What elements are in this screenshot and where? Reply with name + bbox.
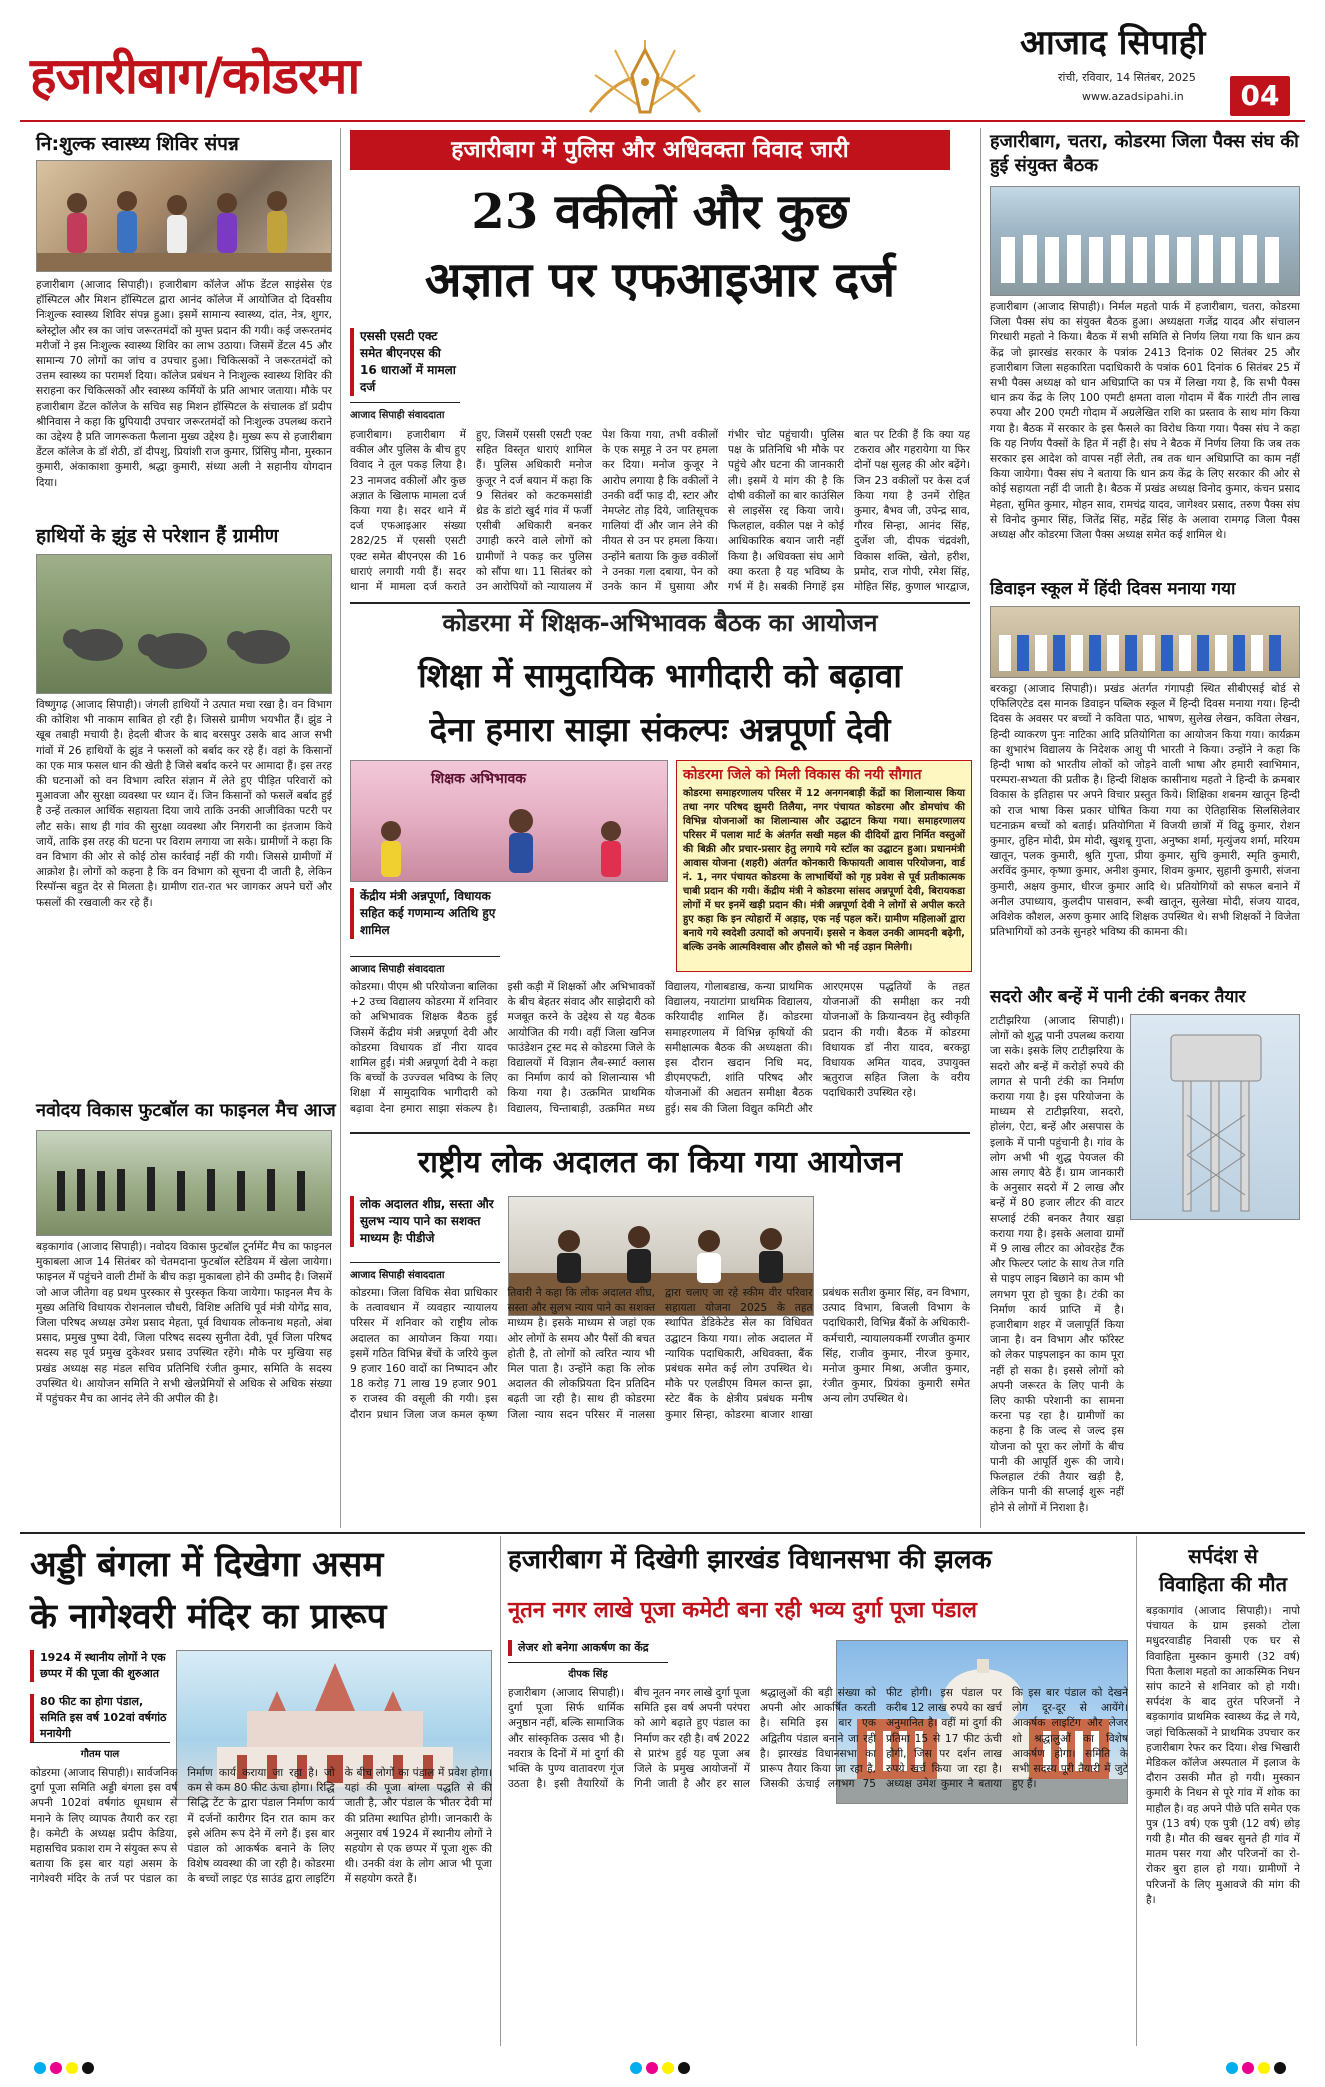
story-rule [350,602,970,604]
assam-headline-2: के नागेश्वरी मंदिर का प्रारूप [30,1597,387,1637]
snake-headline-2: विवाहिता की मौत [1159,1572,1287,1596]
section-title: हजारीबाग/कोडरमा [30,47,360,105]
hindi-diwas-photo [990,606,1300,678]
assam-byline: गौतम पाल [30,1742,170,1760]
adalat-headline: राष्ट्रीय लोक अदालत का किया गया आयोजन [417,1145,903,1180]
koderma-meeting-photo [350,760,668,882]
koderma-byline: आजाद सिपाही संवाददाता [350,956,500,975]
koderma-headline-2: देना हमारा साझा संकल्पः अन्नपूर्णा देवी [429,710,891,749]
health-camp-body: हजारीबाग (आजाद सिपाही)। हजारीबाग कॉलेज ऑफ डेंटल साइंसेस एंड हॉस्पिटल और मिशन हॉस्पिटल द्वारा आनंद कॉलेज में आयोजित दो दिवसीय निःशुल्क स्वास्थ्य शिविर संपन्न हुआ। इसमें सामान्य स्वास्थ्य, दांत, नेत्र, शुगर, ब्लेस्ट्रोल और स्त्र का जांच जरूरतमंदों को मुफ्त प्रदान की गयी। कई जरूरतमंद मरीजों ने इस निःशुल्क स्वास्थ्य शिविर का लाभ उठाया। जिसमें डेंटल 45 और सामान्य 70 लोगों का जांच व उपचार हुआ। चिकित्सकों ने जरूरतमंदों को उत्तम स्वास्थ्य का परामर्श दिया। कॉलेज प्रबंधन ने निःशुल्क स्वास्थ्य शिविर की सराहना कर चिकित्सकों और स्वास्थ्य कर्मियों के प्रति आभार जताया। मौके पर हजारीबाग डेंटल कॉलेज के सचिव सह मिशन हॉस्पिटल के संचालक डॉ प्रदीप श्रीनिवास ने कहा कि ग्रुपियादी उपचार जरूरतमंदों को निःशुल्क उपलब्ध कराने का उद्देश्य है प्रति जागरूकता फैलाना मुख्य उद्देश्य है। मुख्य रूप से हजारीबाग डेंटल कॉलेज के डॉ शेठी, डॉ दीपशु, प्रियांशी राज कुमार, प्रिंसिपु मौना, मुस्कान कुमारी, अंकाकाशा कुमारी, श्रद्धा कुमारी, संध्या अली ने सहानीय योगदान दिया। [36,279,332,489]
jharkhand-byline: दीपक सिंह [508,1662,668,1680]
assam-headline-1: अड्डी बंगला में दिखेगा असम [30,1545,384,1585]
jharkhand-headline-2: नूतन नगर लाखे पूजा कमेटी बना रही भव्य दुर्गा पूजा पंडाल [508,1598,977,1623]
elephant-photo [36,554,332,694]
assam-sidebar-1: 1924 में स्थानीय लोगों ने एक छप्पर में की पूजा की शुरुआत [30,1650,170,1682]
paik-title: हजारीबाग, चतरा, कोडरमा जिला पैक्स संघ की हुई संयुक्त बैठक [990,131,1299,176]
column-divider [340,128,341,1528]
vikas-box [676,760,972,972]
paik-photo [990,186,1300,296]
water-tank-title: सदरो और बन्हें में पानी टंकी बनकर तैयार [990,987,1246,1007]
health-camp-photo [36,160,332,272]
jharkhand-body: हजारीबाग (आजाद सिपाही)। दुर्गा पूजा सिर्फ धार्मिक अनुष्ठान नहीं, बल्कि सामाजिक और सांस्कृतिक उत्सव भी है। नवरात्र के दिनों में मां दुर्गा की भक्ति के पुण्य वातावरण गूंज उठता है। इसी तैयारियों के बीच नूतन नगर लाखे दुर्गा पूजा समिति इस वर्ष अपनी परंपरा को आगे बढ़ाते हुए पंडाल का निर्माण कर रही है। वर्ष 2022 से प्रारंभ हुई यह पूजा अब जिले के प्रमुख आयोजनों में गिनी जाती है और हर साल श्रद्धालुओं की बड़ी संख्या को अपनी ओर आकर्षित करती है। समिति इस बार एक अद्वितीय पंडाल बनाने जा रही है। झारखंड विधानसभा का प्रारूप तैयार किया जा रहा है, जिसकी ऊंचाई लगभग 75 फीट होगी। इस पंडाल पर करीब 12 लाख रुपये का खर्च अनुमानित है। वहीं मां दुर्गा की प्रतिमा 15 से 17 फीट ऊंची होगी, जिस पर दर्शन लाख रुपये खर्च किया जा रहा है। अध्यक्ष उमेश कुमार ने बताया कि इस बार पंडाल को देखने लोग दूर-दूर से आयेंगे। आकर्षक लाइटिंग और लेजर शो श्रद्धालुओं का विशेष आकर्षण होगा। समिति के सभी सदस्य पूरी तैयारी में जुटे हुए हैं। [508,1687,1128,1791]
masthead-rule [20,120,1305,122]
snake-body: बड़कागांव (आजाद सिपाही)। नापो पंचायत के ग्राम इसको टोला मधुदरवाडीह निवासी एक घर से विवाहिता मुस्कान कुमारी (32 वर्ष) पिता कैलाश महतो का आकस्मिक निधन सांप काटने से शनिवार को हो गयी। सर्पदंश के बाद तुरंत परिजनों ने बड़कागांव प्राथमिक स्वास्थ्य केंद्र ले गये, जहां चिकित्सकों ने प्राथमिक उपचार कर हजारीबाग रेफर कर दिया। शेख भिखारी मेडिकल कॉलेज अस्पताल में इलाज के दौरान उसकी मौत हो गयी। मुस्कान कुमारी के निधन से पूरे गांव में शोक का माहौल है। वह अपने पीछे पति समेत एक पुत्र (13 वर्ष) एक पुत्री (12 वर्ष) छोड़ गयी है। मौत की खबर सुनते ही गांव में मातम पसर गया और परिजनों का रो-रोकर बुरा हाल हो गया। ग्रामीणों ने परिजनों के लिए मुआवजे की मांग की है। [1146,1605,1300,1906]
football-title: नवोदय विकास फुटबॉल का फाइनल मैच आज [36,1100,336,1121]
page-number: 04 [1230,76,1290,116]
water-tank-photo [1130,1014,1300,1220]
lawyer-body: हजारीबाग। हजारीबाग में वकील और पुलिस के बीच हुए विवाद ने तूल पकड़ लिया है। 23 नामजद वकीलों और कुछ अज्ञात के खिलाफ मामला दर्ज किया गया है। सदर थाने में दर्ज एफआइआर संख्या 282/25 में एससी एसटी एक्ट समेत बीएनएस की 16 धाराएं लगायी गयी हैं। सदर थाना में मामला दर्ज कराते हुए, जिसमें एससी एसटी एक्ट सहित विस्तृत धाराएं शामिल हैं। पुलिस अधिकारी मनोज कुजूर ने दर्ज बयान में कहा कि 9 सितंबर को कटकमसांडी थ्रेड के डांटो खुर्द गांव में फर्जी एसीबी अधिकारी बनकर उगाही करने वाले लोगों को ग्रामीणों ने पकड़ कर पुलिस को सौंपा था। 11 सितंबर को उन आरोपियों को न्यायालय में पेश किया गया, तभी वकीलों के एक समूह ने उन पर हमला कर दिया। मनोज कुजूर ने आरोप लगाया है कि वकीलों ने उनकी वर्दी फाड़ दी, स्टार और नेमप्लेट तोड़ दिये, जातिसूचक गालियां दीं और जान लेने की नीयत से उन पर हमला किया। उन्होंने बताया कि कुछ वकीलों ने उनका गला दबाया, पेन को उनके कान में घुसाया और गंभीर चोट पहुंचायी। पुलिस पक्ष के प्रतिनिधि भी मौके पर पहुंचे और घटना की जानकारी ली। इसमें ये मांग की है कि दोषी वकीलों का बार काउंसिल से लाइसेंस रद्द किया जाये। फिलहाल, वकील पक्ष ने कोई आधिकारिक बयान जारी नहीं किया है। अधिवक्ता संघ आगे क्या करता है यह भविष्य के गर्भ में है। सबकी निगाहें इस बात पर टिकी हैं कि क्या यह टकराव और गहरायेगा या फिर दोनों पक्ष सुलह की ओर बढ़ेंगे। जिन 23 वकीलों पर केस दर्ज किया गया है उनमें रोहित कुमार, बैभव जी, उपेन्द्र साव, गौरव सिन्हा, आनंद सिंह, दुर्जेश जी, दीपक चंद्रवंशी, विकास शक्ति, खेतो, हरीश, प्रमोद, राज गोपी, रमेश सिंह, मोहित सिंह, कुणाल भारद्वाज, [350,429,970,594]
website-link[interactable]: www.azadsipahi.in [1082,90,1184,103]
koderma-sidebar: केंद्रीय मंत्री अन्नपूर्णा, विधायक सहित कई गणमान्य अतिथि हुए शामिल [350,888,500,939]
column-divider [980,128,981,1528]
paper-name: आजाद सिपाही [1020,23,1206,63]
elephant-body: विष्णुगढ़ (आजाद सिपाही)। जंगली हाथियों ने उत्पात मचा रखा है। वन विभाग की कोशिश भी नाकाम साबित हो रही है। जिससे ग्रामीण भयभीत हैं। झुंड ने खूब तबाही मचायी है। हेदली बीजर के बाद बरसपुर उसके बाद आज सभी गांवों में 26 हाथियों के झुंड ने फसलों को बर्बाद कर रहे हैं। वहां के किसानों का एक मात्र फसल धान की खेती है जिसे बर्बाद करने पर आमादा हैं। इस तरह की घटनाओं को वन विभाग त्वरित संज्ञान में लेते हुए पीड़ित परिवारों को मुआवजा और सुरक्षा व्यवस्था पर ध्यान दें। जिन किसानों को फसलें बर्बाद हुई है उन्हें तत्काल आर्थिक सहायता दिया जाये ताकि उनकी आजीविका पटरी पर लौट सके। साथ ही गांव की सुरक्षा व्यवस्था और निगरानी का इंतजाम किये जायें, ताकि इस तरह की घटना पर विराम लगाया जा सके। ग्रामीणों ने कहा कि वन विभाग की ओर से कोई ठोस कार्रवाई नहीं की गयी। जिससे ग्रामीणों में आक्रोश है। लोगों को कहना है कि वन विभाग को सूचना दी जाती है, लेकिन रिस्पॉन्स बहुत देर से मिलता है। ग्रामीण रात-रात भर जागकर अपने घरों और फसलों की रखवाली कर रहे हैं। [36,699,332,909]
adalat-body: कोडरमा। जिला विधिक सेवा प्राधिकार के तत्वावधान में व्यवहार न्यायालय परिसर में शनिवार को राष्ट्रीय लोक अदालत का आयोजन किया गया। इसमें गठित विभिन्न बेंचों के जरिये कुल 9 हजार 160 वादों का निष्पादन और 18 करोड़ 71 लाख 19 हजार 901 रु राजस्व की वसूली की गयी। इस दौरान प्रधान जिला जज कमल कृष्ण तिवारी ने कहा कि लोक अदालत शीघ्र, सस्ता और सुलभ न्याय पाने का सशक्त माध्यम है। इसके माध्यम से जहां एक ओर लोगों के समय और पैसों की बचत होती है, तो लोगों को त्वरित न्याय भी मिल पाता है। उन्होंने कहा कि लोक अदालत की लोकप्रियता दिन प्रतिदिन बढ़ती जा रही है। साथ ही कोडरमा जिला न्याय सदन परिसर में नालसा द्वारा चलाए जा रहे स्कीम वीर परिवार सहायता योजना 2025 के तहत स्थापित डेडिकेटेड सेल का विधिवत उद्घाटन किया गया। लोक अदालत में न्यायिक पदाधिकारी, अधिवक्ता, बैंक प्रबंधक समेत कई लोग उपस्थित थे। मौके पर एलडीएम विमल कान्त झा, स्टेट बैंक के क्षेत्रीय प्रबंधक मनीष कुमार सिन्हा, कोडरमा बाजार शाखा प्रबंधक सतीश कुमार सिंह, वन विभाग, उत्पाद विभाग, बिजली विभाग के पदाधिकारी, विभिन्न बैंकों के अधिकारी-कर्मचारी, न्यायालयकर्मी रणजीत कुमार सिंह, राजीव कुमार, नीरज कुमार, मनोज कुमार मिश्रा, अजीत कुमार, रंजीत कुमार, प्रियंका कुमारी समेत अन्य लोग उपस्थित थे। [350,1287,970,1421]
bottom-rule [20,1532,1305,1534]
pen-nib-icon [570,20,720,120]
football-photo [36,1130,332,1236]
registration-marks [30,2058,1295,2078]
story-rule [350,1132,970,1134]
vikas-box-body: कोडरमा समाहरणालय परिसर में 12 अनगनबाड़ी केंद्रों का शिलान्यास किया तथा नगर परिषद झुमरी तिलैया, नगर पंचायत कोडरमा और डोमचांच की विभिन्न योजनाओं का शिलान्यास और उद्घाटन किया गया। समाहरणालय परिसर में पलाश मार्ट के अंतर्गत सखी महल की दीदियों द्वारा निर्मित वस्तुओं की बिक्री और प्रचार-प्रसार हेतु लगाये गये स्टॉल का उद्घाटन हुआ। प्रधानमंत्री आवास योजना (शहरी) अंतर्गत कोनकारी किफायती आवास परियोजना, वार्ड नं. 1, नगर पंचायत कोडरमा के लाभार्थियों को गृह प्रवेश से पूर्व प्रतीकात्मक चाबी प्रदान की गयी। केंद्रीय मंत्री ने कोडरमा सांसद अन्नपूर्णा देवी, बिरायकडा लोगों में घर इनमें खड़ी प्रदान की। मंत्री अन्नपूर्णा देवी ने लोगों से अपील करते हुए कहा कि इन त्योहारों में अड़ाइ, एक नई पहल करें। ग्रामीण महिलाओं द्वारा बनाये गये स्वदेशी उत्पादों को अपनायें। इससे न केवल उनकी आमदनी बढ़ेगी, बल्कि उनके आत्मविश्वास और हौसले को भी नई उड़ान मिलेगी। [683,788,965,953]
koderma-headline-1: शिक्षा में सामुदायिक भागीदारी को बढ़ावा [418,656,902,695]
column-divider [1136,1536,1137,2046]
photo-banner-text: शिक्षक अभिभावक [431,771,526,787]
lawyer-byline: आजाद सिपाही संवाददाता [350,402,460,421]
vikas-box-title: कोडरमा जिले को मिली विकास की नयी सौगात [683,767,922,783]
koderma-body: कोडरमा। पीएम श्री परियोजना बालिका +2 उच्च विद्यालय कोडरमा में शनिवार को अभिभावक शिक्षक बैठक हुई जिसमें केंद्रीय मंत्री अन्नपूर्णा देवी और कोडरमा विधायक डॉ नीरा यादव शामिल हुईं। मंत्री अन्नपूर्णा देवी ने कहा कि बच्चों के उज्ज्वल भविष्य के लिए शिक्षा में सामुदायिक भागीदारी को बढ़ावा देना हमारा साझा संकल्प है। इसी कड़ी में शिक्षकों और अभिभावकों के बीच बेहतर संवाद और साझेदारी को मजबूत करने के उद्देश्य से यह बैठक आयोजित की गयी। वहीं जिला खनिज फाउंडेशन ट्रस्ट मद से कोडरमा जिले के विद्यालयों में विज्ञान लैब-स्मार्ट क्लास का निर्माण कार्य को शिलान्यास भी किया गया है। उत्क्रमित प्राथमिक विद्यालय, चिन्ताबाड़ी, उत्क्रमित मध्य विद्यालय, गोलाबडाख, कन्या प्राथमिक विद्यालय, नयाटांगा प्राथमिक विद्यालय, करियादीह शामिल हैं। कोडरमा समाहरणालय में विभिन्न कृषियों की समीक्षात्मक बैठक की अध्यक्षता की। इस दौरान खदान निधि मद, डीएमएफटी, शांति परिषद और योजनाओं की अद्यतन समीक्षा बैठक हुई। सब की जिला विद्युत कमिटी और आरएमएस पद्धतियों के तहत योजनाओं की समीक्षा कर नयी योजनाओं के क्रियान्वयन हेतु स्वीकृति प्रदान की गयी। बैठक में कोडरमा विधायक डॉ नीरा यादव, बरकट्ठा विधायक अमित यादव, उपायुक्त ऋतुराज सहित जिला के वरीय पदाधिकारी उपस्थित रहे। [350,981,970,1115]
adalat-byline: आजाद सिपाही संवाददाता [350,1262,500,1281]
lawyer-headline-1: 23 वकीलों और कुछ [471,184,849,240]
football-body: बड़कागांव (आजाद सिपाही)। नवोदय विकास फुटबॉल टूर्नामेंट मैच का फाइनल मुकाबला आज 14 सितंबर को चेतमदाना फुटबॉल स्टेडियम में खेला जायेगा। फाइनल में पहुंचने वाली टीमों के बीच कड़ा मुकाबला होने की उम्मीद है। जिसमें जो आज जीतेगा वह प्रथम पुरस्कार से पुरस्कृत किया जायेगा। फाइनल मैच के मुख्य अतिथि विधायक रोशनलाल चौधरी, विशिष्ट अतिथि पूर्व मंत्री योगेंद्र साव, जिला परिषद अध्यक्ष उमेश प्रसाद मेहता, पूर्व विधायक लोकनाथ महतो, अंबा प्रसाद, प्रमुख पुष्पा देवी, जिला परिषद सदस्य सुनीता देवी, पूर्व जिला परिषद सदस्य सह पूर्व प्रमुख दुकेश्वर प्रसाद उपस्थित रहेंगे। मौके पर मुखिया सह प्रखंड अध्यक्ष सह मंडल सचिव प्रतिनिधि रंजीत कुमार, समिति के सदस्य उपस्थित थे। आयोजन समिति ने सभी खेलप्रेमियों से अधिक से अधिक संख्या में पहुंचकर मैच का आनंद लेने की अपील की है। [36,1241,332,1406]
elephant-title: हाथियों के झुंड से परेशान हैं ग्रामीण [36,525,279,547]
hindi-diwas-title: डिवाइन स्कूल में हिंदी दिवस मनाया गया [990,579,1236,599]
health-camp-title: नि:शुल्क स्वास्थ्य शिविर संपन्न [36,133,239,155]
lawyer-kicker: हजारीबाग में पुलिस और अधिवक्ता विवाद जारी [350,130,950,170]
masthead [0,0,1325,128]
assam-sidebar-2: 80 फीट का होगा पंडाल, समिति इस वर्ष 102वां वर्षगांठ मनायेगी [30,1694,170,1742]
jharkhand-headline-1: हजारीबाग में दिखेगी झारखंड विधानसभा की झलक [508,1545,992,1575]
jharkhand-sidebar: लेजर शो बनेगा आकर्षण का केंद्र [508,1640,668,1656]
snake-headline-1: सर्पदंश से [1188,1544,1258,1568]
koderma-kicker: कोडरमा में शिक्षक-अभिभावक बैठक का आयोजन [442,609,878,637]
issue-date: रांची, रविवार, 14 सितंबर, 2025 [1058,71,1196,84]
adalat-sidebar: लोक अदालत शीघ्र, सस्ता और सुलभ न्याय पाने का सशक्त माध्यम हैः पीडीजे [350,1196,500,1247]
hindi-diwas-body: बरकट्ठा (आजाद सिपाही)। प्रखंड अंतर्गत गंगापड़ी स्थित सीबीएसई बोर्ड से एफिलिएटेड दस मानक डिवाइन पब्लिक स्कूल में हिन्दी दिवस मनाया गया। हिन्दी दिवस के अवसर पर बच्चों ने कविता पाठ, भाषण, सुलेख लेखन, कविता लेखन, हिन्दी व्याकरण पुनः नाटिका आदि प्रतियोगिता का आयोजन किया गया। कार्यक्रम का शुभारंभ विद्यालय के निदेशक आशु पी भारती ने किया। उन्होंने ने कहा कि हिन्दी भाषा को भारतीय लोकों को जोड़ने वाली भाषा और हमारी स्वाभिमान, परम्परा-सभ्यता की प्रतीक है। हिन्दी शिक्षक कासीनाथ महतो ने हिन्दी के क्रमबार विकास के इतिहास पर अपने विचार प्रस्तुत किये। शिक्षिका शबनम खातून हिन्दी को राज भाषा किस प्रकार घोषित किया गया का ऐतिहासिक सिलसिलेवार घटनाक्रम बच्चों को बताई। प्रतियोगिता में विजयी छात्रों में विद्वु कुमार, रोशन कुमार, तुहिन मोदी, प्रेम मोदी, खुशबू गुप्ता, अनुष्का शर्मा, मृत्युंजय शर्मा, मरियम खातून, पलक कुमारी, श्रुति गुप्ता, प्रीया कुमार, सुचि कुमारी, स्मृति कुमारी, अरविंद कुमार, कृष्णा कुमार, अनीश कुमार, शिवम कुमार, सुहानी कुमारी, संजना कुमारी, अक्षय कुमार, धीरज कुमार आदि थे। प्रतियोगियों को सफल बनाने में अनील उपाध्याय, कुलदीप पासवान, रूबी खातून, सुलेखा मोदी, संजय यादव, अविशेक कौशल, अरुण कुमार आदि शिक्षक उपस्थित थे। सभी शिक्षकों ने विजेता प्रतिभागियों को उनके सुनहरे भविष्य की कामना की। [990,683,1300,939]
column-divider [500,1536,501,2046]
lawyer-headline-2: अज्ञात पर एफआइआर दर्ज [424,252,896,308]
paik-body: हजारीबाग (आजाद सिपाही)। निर्मल महतो पार्क में हजारीबाग, चतरा, कोडरमा जिला पैक्स संघ का संयुक्त बैठक हुआ। अध्यक्षता गजेंद्र यादव और संचालन गिरधारी महतो ने किया। बैठक में सभी समिति से निर्णय लिया गया कि धान क्रय केंद्र जो झारखंड सरकार के पत्रांक 2413 दिनांक 02 सितंबर 25 और हजारीबाग जिला सहकारिता पदाधिकारी के पत्रांक 601 दिनांक 6 सितंबर 25 में सभी पैक्स अध्यक्ष को धान अधिप्राप्ति का पत्र में लिखा गया है, कि सभी पैक्स धान क्रय केंद्र के लिए 100 एमटी क्षमता वाला गोदाम में बैंक गारंटी तीन लाख रुपया और 200 एमटी गोदाम में अग्रलेखित राशि का प्रस्ताव के साथ मांग किया गया है। बैठक में सरकार के इस फैसले का विरोध किया गया। पैक्स संघ ने कहा कि यह निर्णय पैक्सों के हित में नहीं है। संघ ने बैठक में निर्णय लिया कि जब तक सरकार इस आदेश को वापस नहीं लेती, तब तक धान अधिप्राप्ति का काम नहीं किया जायेगा। पैक्स संघ ने बताया कि धान क्रय केंद्र के लिए सरकार की ओर से कोई सहायता नहीं दी जाती है। बैठक में प्रखंड अध्यक्ष विनोद कुमार, कंचन प्रसाद मेहता, सुमित कुमार, मोहन साव, रामचंद्र यादव, जागेश्वर प्रसाद, तरुण पैक्स संघ से विनोद कुमार सिंह, जितेंद्र सिंह, महेंद्र सिंह के अलावा रामगढ़ जिला पैक्स अध्यक्ष और कोडरमा जिला पैक्स अध्यक्ष समेत कई शामिल थे। [990,301,1300,542]
water-tank-body: टाटीझरिया (आजाद सिपाही)। लोगों को शुद्ध पानी उपलब्ध कराया जा सके। इसके लिए टाटीझरिया के सदरो और बन्हें में करोड़ों रुपये की लागत से पानी टंकी का निर्माण कराया गया है। इस परियोजना के माध्यम से टाटीझरिया, सदरो, होलंग, ऐटा, बन्हें और असपास के इलाके में पानी पहुंचानी है। गांव के लोग अभी भी शुद्ध पेयजल की आस लगाए बैठे हैं। ग्राम जानकारी के अनुसार सदरो में 2 लाख और बन्हें में 80 हजार लीटर की वाटर सप्लाई टंकी बनकर तैयार खड़ा कराया गया है। इसके अलावा ग्रामों में 9 लाख लीटर का ओवरहेड टैंक और फिल्टर प्लांट के साथ तेज गति से पाइप लाइन बिछाने का काम भी लगभग पूरा हो चुका है। टंकी का निर्माण कार्य प्राप्ति में है। हजारीबाग शहर में जलापूर्ति किया जाना है। वन विभाग और फॉरेस्ट को लेकर पाइपलाइन का काम पूरा नहीं हो सका है। इससे लोगों को अपनी जरूरत के लिए पानी के लिए काफी परेशानी का सामना करना पड़ रहा है। ग्रामीणों का कहना है कि जल्द से जल्द इस योजना को पूरा कर लोगों के बीच पानी की आपूर्ति शुरू की जाये। फिलहाल टंकी तैयार खड़ी है, लेकिन पानी की सप्लाई शुरू नहीं होने से लोगों में निराशा है। [990,1015,1124,1514]
lawyer-sidebar: एससी एसटी एक्ट समेत बीएनएस की 16 धाराओं में मामला दर्ज [350,328,460,396]
assam-body: कोडरमा (आजाद सिपाही)। सार्वजनिक दुर्गा पूजा समिति अड्डी बंगला इस वर्ष अपनी 102वां वर्षगांठ धूमधाम से मनाने के लिए व्यापक तैयारी कर रहा है। कमेटी के अध्यक्ष प्रदीप केडिया, महासचिव प्रकाश राम ने संयुक्त रूप से बताया कि इस बार यहां असम के नागेश्वरी मंदिर के तर्ज पर पंडाल का निर्माण कार्य कराया जा रहा है। जो कम से कम 80 फीट ऊंचा होगा। रिद्धि सिद्धि टेंट के द्वारा पंडाल निर्माण कार्य में दर्जनों कारीगर दिन रात काम कर इसे अंतिम रूप देने में लगे हैं। इस बार पंडाल को आकर्षक बनाने के लिए विशेष व्यवस्था की जा रही है। कोडरमा के बच्चों लाइट एंड साउंड द्वारा लाइटिंग के बीच लोगों का पंडाल में प्रवेश होगा। यहां की पूजा बांग्ला पद्धति से की जाती है, और पंडाल के भीतर देवी मां की प्रतिमा स्थापित होगी। जानकारी के अनुसार वर्ष 1924 में स्थानीय लोगों ने सहयोग से एक छप्पर में पूजा शुरू की थी। उनकी वंश के लोग आज भी पूजा में सहयोग करते हैं। [30,1767,492,1886]
